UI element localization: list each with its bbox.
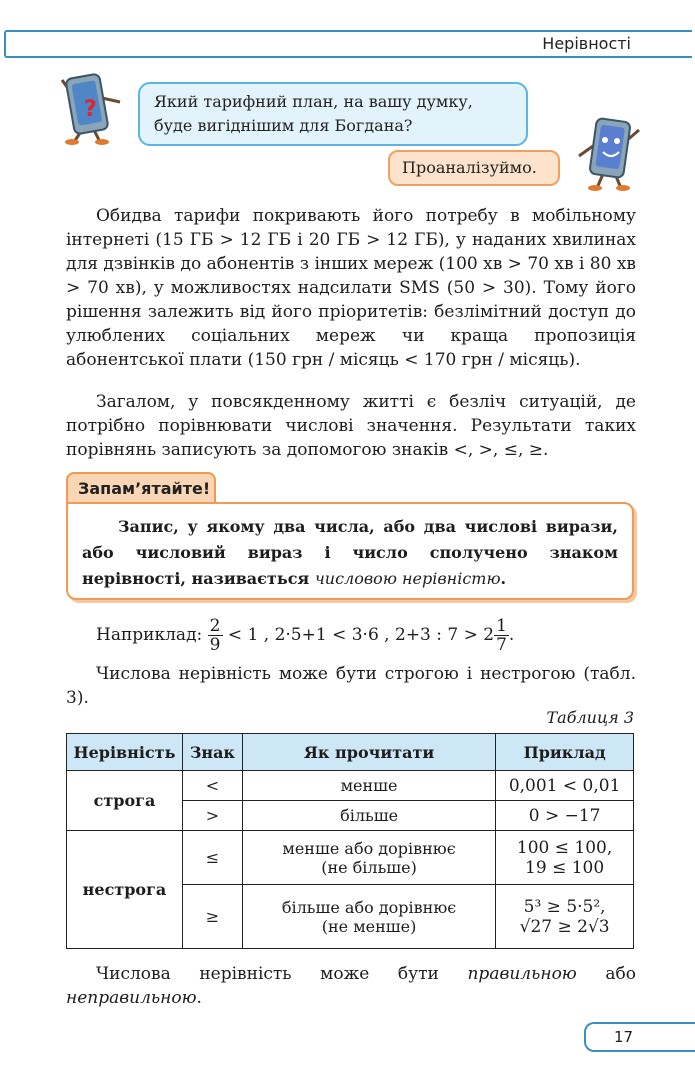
read-cell: більше: [242, 801, 495, 831]
question-bubble: [138, 82, 528, 146]
example-cell: 0 > −17: [496, 801, 634, 831]
table-row: [67, 771, 634, 801]
question-line-1: Який тарифний план, на вашу думку,: [154, 92, 473, 111]
fraction-2-9: $\frac{2}{9}$: [209, 616, 221, 655]
page-header: [0, 30, 695, 62]
header-cell: Як прочитати: [242, 734, 495, 771]
answer-text: Проаналізуймо.: [402, 158, 537, 177]
example-cell: 5³ ≥ 5·5², √27 ≥ 2√3: [496, 885, 634, 949]
table-caption: Таблиця 3: [546, 708, 634, 727]
paragraph-1: Обидва тарифи покривають його потребу в мобільному інтернеті (15 ГБ > 12 ГБ і 20 ГБ > 12 ГБ), у наданих хвилинах для дзвінків до абонентів з інших мереж (100 хв > 70 хв і 80 хв > 70 хв), у можливостях надсилати SMS (50 > 30). Тому його рішення залежить від його пріоритетів: безлімітний доступ до улюблених соціальних мереж чи краща пропозиція абонентської плати (150 грн / місяць < 170 грн / місяць).: [66, 206, 636, 370]
sign-cell: ≤: [182, 831, 242, 885]
example-cell: 0,001 < 0,01: [496, 771, 634, 801]
section-title: Нерівності: [542, 34, 631, 53]
example-line: [96, 612, 636, 658]
read-cell: більше або дорівнює (не менше): [242, 885, 495, 949]
phone-character-smile-icon: [575, 116, 645, 192]
table-row: [67, 831, 634, 885]
read-cell: менше або дорівнює (не більше): [242, 831, 495, 885]
example-expressions: < 1 , 2·5+1 < 3·6 , 2+3 : 7 > 2: [222, 625, 495, 645]
paragraph-4: Числова нерівність може бути правильною або неправильною.: [66, 964, 636, 1008]
page-number: 17: [584, 1022, 695, 1052]
fraction-1-7: $\frac{1}{7}$: [496, 616, 507, 655]
inequality-table: [66, 733, 634, 949]
answer-bubble: [388, 150, 560, 186]
read-cell: менше: [242, 771, 495, 801]
example-prefix: Наприклад:: [96, 625, 203, 645]
header-cell: Знак: [182, 734, 242, 771]
example-cell: 100 ≤ 100, 19 ≤ 100: [496, 831, 634, 885]
header-cell: Приклад: [496, 734, 634, 771]
phone-character-question-icon: [60, 72, 130, 146]
example-end: .: [508, 625, 515, 645]
sign-cell: ≥: [182, 885, 242, 949]
table-header-row: [67, 734, 634, 771]
definition-term: числовою нерівністю: [314, 569, 501, 588]
definition-end: .: [500, 569, 507, 588]
paragraph-3: Числова нерівність може бути строгою і нестрогою (табл. 3).: [66, 664, 636, 708]
remember-label: Запам’ятайте!: [66, 472, 216, 504]
definition-text: Запис, у якому два числа, або два числові вирази, або числовий вираз і число сполучено знаком нерівності, називається: [82, 517, 618, 588]
header-cell: Нерівність: [67, 734, 183, 771]
remember-box: [66, 502, 634, 600]
sign-cell: >: [182, 801, 242, 831]
paragraph-2: Загалом, у повсякденному житті є безліч ситуацій, де потрібно порівнювати числові значення. Результати таких порівнянь записують за допомогою знаків <, >, ≤, ≥.: [66, 392, 636, 460]
svg-text:?: ?: [84, 97, 97, 122]
type-nonstrict: нестрога: [67, 831, 183, 949]
sign-cell: <: [182, 771, 242, 801]
question-line-2: буде вигіднішим для Богдана?: [154, 116, 413, 135]
type-strict: строга: [67, 771, 183, 831]
